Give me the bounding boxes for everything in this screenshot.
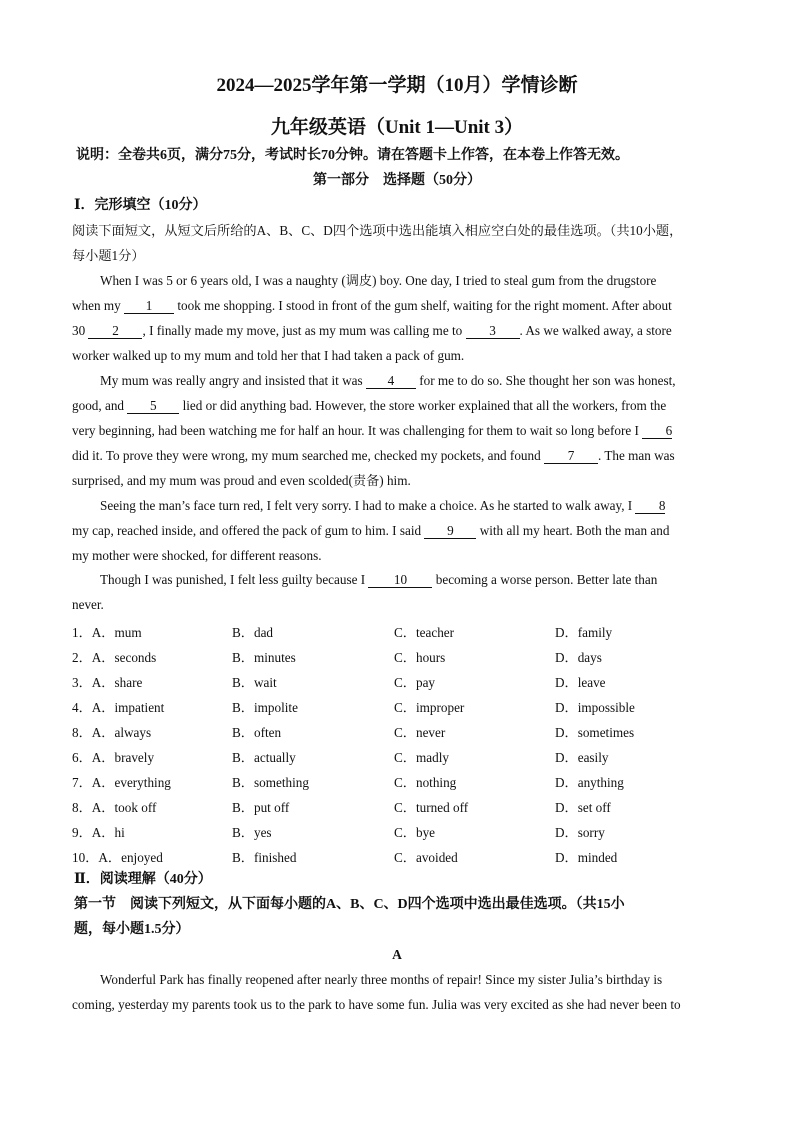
option-c: C．nothing <box>394 775 457 790</box>
passage-line: my mother were shocked, for different reasons. <box>72 548 322 563</box>
option-c: C．pay <box>394 675 436 690</box>
passage-line <box>72 322 724 340</box>
question-row <box>72 772 732 790</box>
option-a: A．enjoyed <box>98 850 163 865</box>
option-a: A．share <box>91 675 143 690</box>
question-number: 1． <box>72 625 92 640</box>
blank-4: 4 <box>366 373 416 389</box>
question-number-and-option-a <box>72 747 154 766</box>
passage-text: very beginning, had been watching me for half an hour. It was challenging for them to wait so long before I <box>72 423 643 438</box>
option-b: B．dad <box>232 625 274 640</box>
question-number-and-option-a <box>72 622 142 641</box>
question-row <box>72 622 732 640</box>
blank-7: 7 <box>544 448 598 464</box>
section2-subheading-line1: 第一节 阅读下列短文，从下面每小题的A、B、C、D四个选项中选出最佳选项。（共15小 <box>74 897 625 912</box>
blank-5: 5 <box>127 398 179 414</box>
option-a: A．bravely <box>91 750 155 765</box>
blank-6: 6 <box>642 423 672 439</box>
question-row <box>72 697 732 715</box>
question-number-and-option-a <box>72 847 163 866</box>
option-a: A．always <box>91 725 152 740</box>
section1-directions-line1: 阅读下面短文，从短文后所给的A、B、C、D四个选项中选出能填入相应空白处的最佳选项。（共10小题， <box>72 223 683 238</box>
option-b: B．actually <box>232 750 296 765</box>
option-d: D．easily <box>555 750 609 765</box>
option-d: D．impossible <box>555 700 635 715</box>
option-c: C．madly <box>394 750 449 765</box>
passage-line <box>100 497 724 515</box>
question-number-and-option-a <box>72 822 125 841</box>
passage-text: with all my heart. Both the man and <box>476 523 670 538</box>
option-d: D．family <box>555 625 613 640</box>
blank-1: 1 <box>124 298 174 314</box>
option-d: D．days <box>555 650 602 665</box>
option-b: B．put off <box>232 800 290 815</box>
option-c: C．turned off <box>394 800 469 815</box>
question-number: 2． <box>72 650 92 665</box>
question-row <box>72 797 732 815</box>
option-c: C．improper <box>394 700 465 715</box>
passage-text: . The man was <box>598 448 675 463</box>
option-c: C．avoided <box>394 850 458 865</box>
question-number: 10． <box>72 850 99 865</box>
question-number: 8． <box>72 800 92 815</box>
question-row <box>72 822 732 840</box>
question-number-and-option-a <box>72 722 151 741</box>
section2-subheading-line2: 题，每小题1.5分） <box>74 922 190 937</box>
question-number-and-option-a <box>72 647 156 666</box>
passage-text: Though I was punished, I felt less guilty because I <box>100 572 369 587</box>
passage-line <box>72 447 724 465</box>
option-c: C．hours <box>394 650 446 665</box>
passage-text: lied or did anything bad. However, the store worker explained that all the workers, from the <box>179 398 667 413</box>
question-number: 4． <box>72 700 92 715</box>
passage-line <box>72 422 724 440</box>
passage-text: took me shopping. I stood in front of the gum shelf, waiting for the right moment. After about <box>174 298 672 313</box>
question-number: 8． <box>72 725 92 740</box>
option-a: A．mum <box>91 625 142 640</box>
passage-text: My mum was really angry and insisted that it was <box>100 373 366 388</box>
section1-heading: Ⅰ．完形填空（10分） <box>74 198 207 213</box>
blank-8: 8 <box>635 498 665 514</box>
option-d: D．sometimes <box>555 725 635 740</box>
passage-a-label: A <box>392 947 402 962</box>
passage-text: . As we walked away, a store <box>519 323 672 338</box>
option-d: D．anything <box>555 775 624 790</box>
option-b: B．something <box>232 775 309 790</box>
question-number-and-option-a <box>72 797 156 816</box>
question-number-and-option-a <box>72 697 164 716</box>
option-a: A．everything <box>91 775 171 790</box>
option-d: D．minded <box>555 850 618 865</box>
option-a: A．took off <box>91 800 157 815</box>
passage-line <box>100 372 724 390</box>
passage-text: Seeing the man’s face turn red, I felt very sorry. I had to make a choice. As he started to walk away, I <box>100 498 636 513</box>
option-b: B．often <box>232 725 282 740</box>
passage-line: surprised, and my mum was proud and even scolded(责备) him. <box>72 473 411 488</box>
exam-subtitle: 九年级英语（Unit 1—Unit 3） <box>270 117 524 138</box>
passage-line: never. <box>72 597 104 612</box>
option-a: A．hi <box>91 825 125 840</box>
question-number-and-option-a <box>72 672 142 691</box>
option-b: B．minutes <box>232 650 296 665</box>
exam-instructions: 说明：全卷共6页，满分75分，考试时长70分钟。请在答题卡上作答，在本卷上作答无效。 <box>76 148 629 163</box>
question-number: 6． <box>72 750 92 765</box>
question-number: 7． <box>72 775 92 790</box>
option-a: A．impatient <box>91 700 165 715</box>
option-d: D．sorry <box>555 825 605 840</box>
passage-text: when my <box>72 298 125 313</box>
option-b: B．wait <box>232 675 277 690</box>
blank-10: 10 <box>368 572 432 588</box>
question-row <box>72 647 732 665</box>
option-b: B．yes <box>232 825 272 840</box>
option-d: D．set off <box>555 800 611 815</box>
passage-text: for me to do so. She thought her son was honest, <box>415 373 676 388</box>
option-b: B．impolite <box>232 700 298 715</box>
passage-text: , I finally made my move, just as my mum was calling me to <box>142 323 466 338</box>
passage-text: good, and <box>72 398 128 413</box>
part-title: 第一部分 选择题（50分） <box>313 173 481 188</box>
question-row <box>72 722 732 740</box>
passage-line: worker walked up to my mum and told her that I had taken a pack of gum. <box>72 348 465 363</box>
section1-directions-line2: 每小题1分） <box>72 248 145 263</box>
question-number: 3． <box>72 675 92 690</box>
section2-heading: Ⅱ．阅读理解（40分） <box>74 872 212 887</box>
passage-text: did it. To prove they were wrong, my mum searched me, checked my pockets, and found <box>72 448 544 463</box>
question-row <box>72 747 732 765</box>
option-c: C．bye <box>394 825 436 840</box>
passage-line <box>72 397 724 415</box>
option-c: C．never <box>394 725 446 740</box>
question-number: 9． <box>72 825 92 840</box>
passage-line <box>100 571 724 589</box>
question-row <box>72 847 732 865</box>
passage-line <box>72 522 724 540</box>
passage-a-line: coming, yesterday my parents took us to the park to have some fun. Julia was very excited as she had never been to <box>72 997 681 1012</box>
passage-text: 30 <box>72 323 89 338</box>
blank-9: 9 <box>424 523 476 539</box>
passage-a-line: Wonderful Park has finally reopened after nearly three months of repair! Since my sister Julia’s birthday is <box>100 972 663 987</box>
passage-line <box>72 297 724 315</box>
passage-text: my cap, reached inside, and offered the pack of gum to him. I said <box>72 523 425 538</box>
option-d: D．leave <box>555 675 606 690</box>
question-number-and-option-a <box>72 772 171 791</box>
option-c: C．teacher <box>394 625 455 640</box>
blank-2: 2 <box>88 323 142 339</box>
passage-text: becoming a worse person. Better late than <box>432 572 658 587</box>
exam-title: 2024—2025学年第一学期（10月）学情诊断 <box>216 75 578 96</box>
question-row <box>72 672 732 690</box>
blank-3: 3 <box>466 323 520 339</box>
passage-line: When I was 5 or 6 years old, I was a naughty (调皮) boy. One day, I tried to steal gum from the drugstore <box>100 273 657 288</box>
option-a: A．seconds <box>91 650 157 665</box>
option-b: B．finished <box>232 850 297 865</box>
